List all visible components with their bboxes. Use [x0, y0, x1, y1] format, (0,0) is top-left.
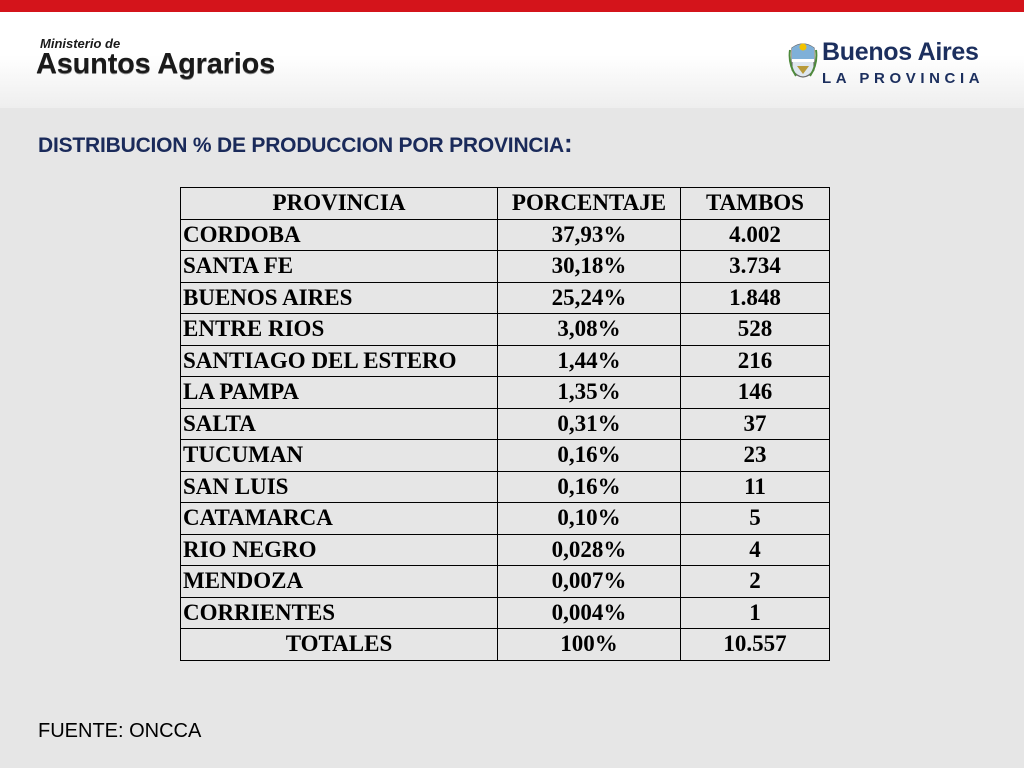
cell-provincia: CORRIENTES [181, 597, 498, 629]
page-title [38, 128, 572, 159]
cell-provincia: ENTRE RIOS [181, 314, 498, 346]
province-logo-name: Buenos Aires [822, 38, 979, 66]
table-row [181, 597, 830, 629]
cell-tambos: 1 [681, 597, 830, 629]
header-tambos: TAMBOS [681, 188, 830, 220]
cell-tambos: 4 [681, 534, 830, 566]
cell-porcentaje: 0,004% [498, 597, 681, 629]
cell-provincia: LA PAMPA [181, 377, 498, 409]
cell-tambos: 528 [681, 314, 830, 346]
table-row [181, 282, 830, 314]
page-title-colon: : [563, 128, 573, 158]
cell-provincia: RIO NEGRO [181, 534, 498, 566]
table-row [181, 345, 830, 377]
cell-provincia: BUENOS AIRES [181, 282, 498, 314]
totals-porcentaje: 100% [498, 629, 681, 661]
cell-porcentaje: 0,16% [498, 440, 681, 472]
cell-porcentaje: 0,007% [498, 566, 681, 598]
cell-porcentaje: 0,31% [498, 408, 681, 440]
cell-provincia: SANTIAGO DEL ESTERO [181, 345, 498, 377]
cell-porcentaje: 0,16% [498, 471, 681, 503]
top-red-bar [0, 0, 1024, 12]
cell-provincia: CORDOBA [181, 219, 498, 251]
province-logo [788, 36, 988, 96]
cell-porcentaje: 30,18% [498, 251, 681, 283]
cell-porcentaje: 1,35% [498, 377, 681, 409]
table-row [181, 314, 830, 346]
table-row [181, 566, 830, 598]
table-row [181, 440, 830, 472]
cell-tambos: 23 [681, 440, 830, 472]
cell-porcentaje: 0,028% [498, 534, 681, 566]
cell-tambos: 216 [681, 345, 830, 377]
cell-porcentaje: 37,93% [498, 219, 681, 251]
table-row [181, 408, 830, 440]
table-row [181, 377, 830, 409]
cell-provincia: MENDOZA [181, 566, 498, 598]
cell-tambos: 11 [681, 471, 830, 503]
cell-provincia: SALTA [181, 408, 498, 440]
header-porcentaje: PORCENTAJE [498, 188, 681, 220]
production-table [180, 187, 830, 661]
cell-tambos: 146 [681, 377, 830, 409]
cell-porcentaje: 25,24% [498, 282, 681, 314]
cell-tambos: 37 [681, 408, 830, 440]
cell-tambos: 5 [681, 503, 830, 535]
table-row [181, 251, 830, 283]
province-logo-subtitle: LA PROVINCIA [822, 70, 985, 87]
cell-provincia: SANTA FE [181, 251, 498, 283]
cell-provincia: SAN LUIS [181, 471, 498, 503]
cell-tambos: 3.734 [681, 251, 830, 283]
header-provincia: PROVINCIA [181, 188, 498, 220]
table-row [181, 219, 830, 251]
cell-provincia: TUCUMAN [181, 440, 498, 472]
cell-tambos: 2 [681, 566, 830, 598]
cell-tambos: 1.848 [681, 282, 830, 314]
province-seal-icon [788, 40, 818, 86]
cell-porcentaje: 3,08% [498, 314, 681, 346]
cell-porcentaje: 0,10% [498, 503, 681, 535]
cell-porcentaje: 1,44% [498, 345, 681, 377]
ministry-logo-small-text: Ministerio de [40, 36, 121, 51]
cell-tambos: 4.002 [681, 219, 830, 251]
totals-tambos: 10.557 [681, 629, 830, 661]
page-title-text: DISTRIBUCION % DE PRODUCCION POR PROVINCIA [38, 134, 564, 157]
header [0, 12, 1024, 108]
source-note: FUENTE: ONCCA [38, 720, 202, 742]
totals-row [181, 629, 830, 661]
cell-provincia: CATAMARCA [181, 503, 498, 535]
totals-label: TOTALES [181, 629, 498, 661]
table-header-row [181, 188, 830, 220]
table-row [181, 503, 830, 535]
table-row [181, 534, 830, 566]
ministry-logo-name: Asuntos Agrarios [36, 48, 276, 80]
ministry-logo [36, 36, 275, 81]
table-row [181, 471, 830, 503]
